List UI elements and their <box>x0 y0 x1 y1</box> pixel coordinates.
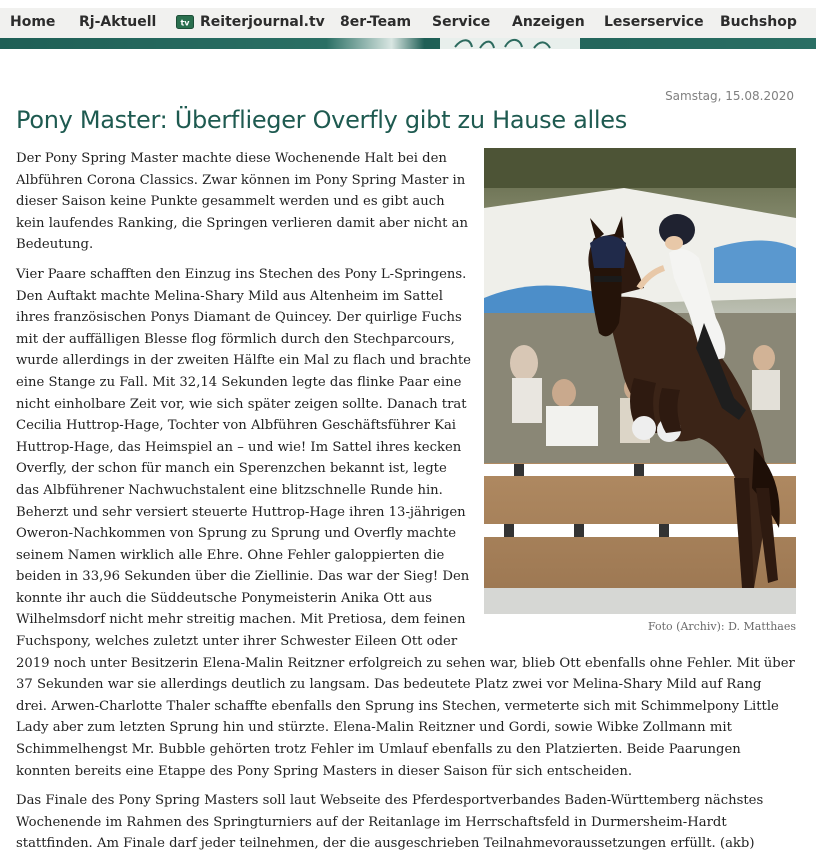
main-navigation <box>0 8 816 39</box>
article-paragraph-3: Das Finale des Pony Spring Masters soll laut Webseite des Pferdesportverbandes Baden-Württemberg nächstes Wochenende im Rahmen des Springturniers auf der Reitanlage im Herrschaftsfeld in Durmersheim-Hardt stattfinden. Am Finale darf jeder teilnehmen, der die ausgeschrieben Teilnahmevoraussetzungen erfüllt. (akb) <box>16 793 764 852</box>
header-banner <box>0 38 816 49</box>
photo-caption: Foto (Archiv): D. Matthaes <box>647 620 796 633</box>
nav-anzeigen[interactable]: Anzeigen <box>512 14 585 30</box>
article-photo-container <box>484 148 796 634</box>
article-photo[interactable] <box>484 148 796 614</box>
banner-script-decoration <box>0 38 816 49</box>
nav-leserservice[interactable]: Leserservice <box>604 14 704 30</box>
article-date: Samstag, 15.08.2020 <box>665 89 794 103</box>
nav-8er-team[interactable]: 8er-Team <box>340 14 412 30</box>
article-title: Pony Master: Überflieger Overfly gibt zu Hause alles <box>16 106 627 134</box>
article-paragraph-1: Der Pony Spring Master machte diese Wochenende Halt bei den Albführen Corona Classics. Zwar können im Pony Spring Master in dieser Saison keine Punkte gesammelt werden und es gibt auch kein laufendes Ranking, die Springen verlieren damit aber nicht an Bedeutung. <box>16 151 469 253</box>
article-body <box>16 148 796 863</box>
tv-icon <box>176 15 194 29</box>
nav-rj-aktuell[interactable]: Rj-Aktuell <box>79 14 157 30</box>
nav-reiterjournal-tv[interactable]: Reiterjournal.tv <box>200 14 325 30</box>
nav-service[interactable]: Service <box>432 14 491 30</box>
article-paragraph-2: Vier Paare schafften den Einzug ins Stechen des Pony L-Springens. Den Auftakt machte Melina-Shary Mild aus Altenheim im Sattel ihres französischen Ponys Diamant de Quincey. Der quirlige Fuchs mit der auffälligen Blesse flog förmlich durch den Stechparcours, wurde allerdings in der zweiten Hälfte ein Mal zu flach und brachte eine Stange zu Fall. Mit 32,14 Sekunden legte das flinke Paar eine nicht einholbare Zeit vor, wie sich später zeigen sollte. Danach trat Cecilia Huttrop-Hage, Tochter von Albführen Geschäftsführer Kai Huttrop-Hage, das Heimspiel an – und wie! Im Sattel ihres kecken Overfly, der schon für manch ein Sperenzchen bekannt ist, legte das Albführener Nachwuchstalent eine blitzschnelle Runde hin. Beherzt und sehr versiert steuerte Huttrop-Hage ihren 13-jährigen Oweron-Nachkommen von Sprung zu Sprung und Overfly machte seinem Namen wirklich alle Ehre. Ohne Fehler galoppierten die beiden in 33,96 Sekunden über die Ziellinie. Das war der Sieg! Den konnte ihr auch die Süddeutsche Ponymeisterin Anika Ott aus Wilhelmsdorf nicht mehr streitig machen. Mit Pretiosa, dem feinen Fuchspony, welches zuletzt unter ihrer Schwester Eileen Ott oder 2019 noch unter Besitzerin Elena-Malin Reitzner erfolgreich zu sehen war, blieb Ott ebenfalls ohne Fehler. Mit über 37 Sekunden war sie allerdings deutlich zu langsam. Das bedeutete Platz zwei vor Melina-Shary Mild auf Rang drei. Arwen-Charlotte Thaler schaffte ebenfalls den Sprung ins Stechen, vermeterte sich mit Schimmelpony Little Lady aber zum letzten Sprung hin und stürzte. Elena-Malin Reitzner und Gordi, sowie Wibke Zollmann mit Schimmelhengst Mr. Bubble gehörten trotz Fehler im Umlauf ebenfalls zu den Platzierten. Beide Paarungen konnten bereits eine Etappe des Pony Spring Masters in dieser Saison für sich entscheiden. <box>16 266 795 779</box>
nav-home[interactable]: Home <box>10 14 56 30</box>
nav-buchshop[interactable]: Buchshop <box>720 14 797 30</box>
svg-text:tv: tv <box>180 18 190 28</box>
